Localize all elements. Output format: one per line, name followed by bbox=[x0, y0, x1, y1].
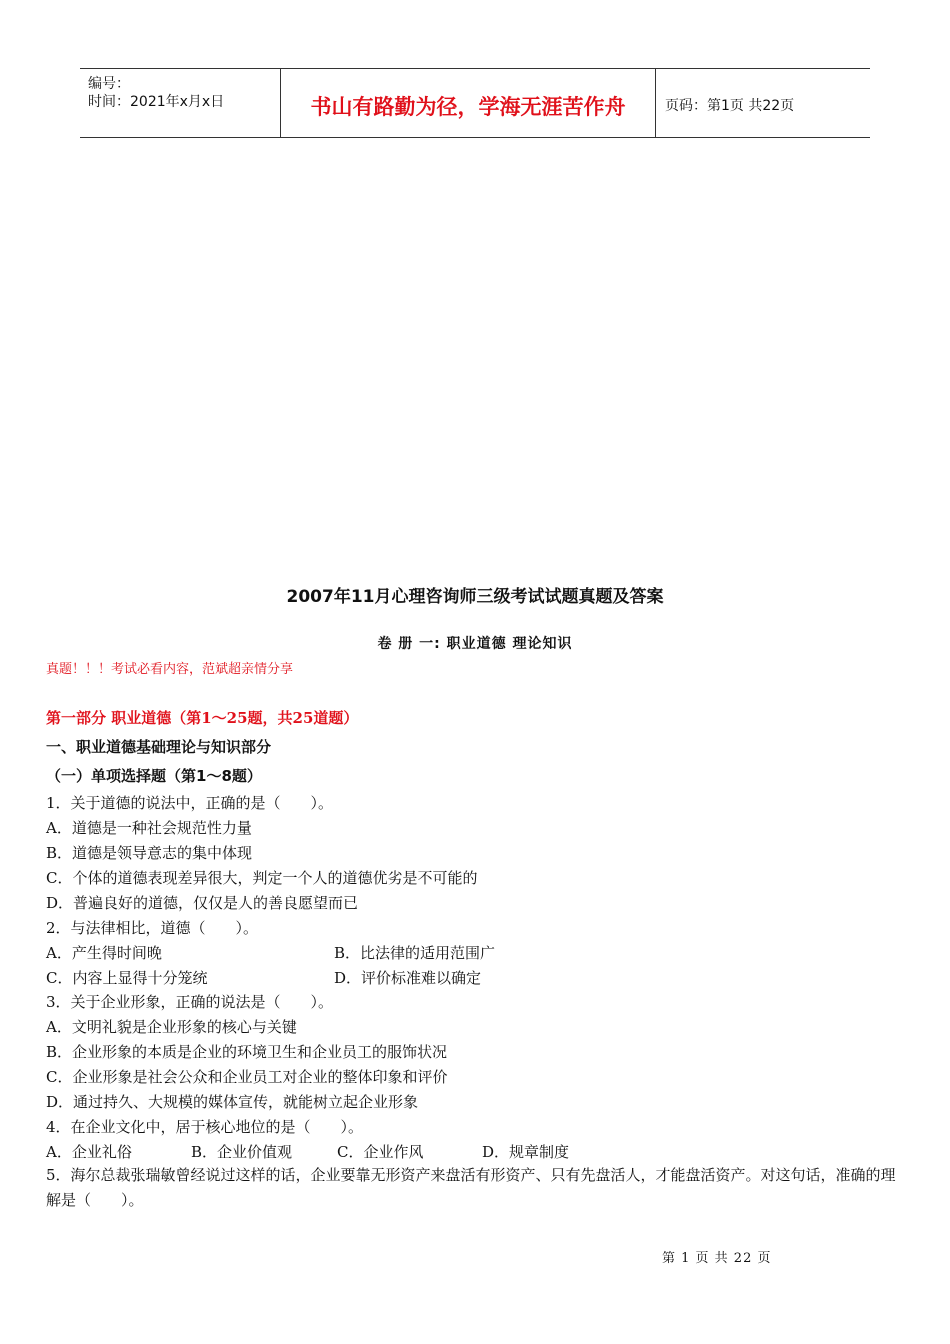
red-note: 真题！！！考试必看内容，范斌超亲情分享 bbox=[46, 662, 294, 677]
question-1-option-c: C．个体的道德表现差异很大，判定一个人的道德优劣是不可能的 bbox=[46, 869, 478, 887]
question-4-stem: 4．在企业文化中，居于核心地位的是（ ）。 bbox=[46, 1118, 364, 1136]
question-3-option-b: B．企业形象的本质是企业的环境卫生和企业员工的服饰状况 bbox=[46, 1043, 448, 1061]
volume-subtitle: 卷 册 一: 职业道德 理论知识 bbox=[377, 636, 573, 652]
question-1-option-a: A．道德是一种社会规范性力量 bbox=[46, 819, 252, 837]
question-2-option-d: D．评价标准难以确定 bbox=[334, 969, 482, 987]
question-3-option-d: D．通过持久、大规模的媒体宣传，就能树立起企业形象 bbox=[46, 1093, 419, 1111]
question-3-stem: 3．关于企业形象，正确的说法是（ ）。 bbox=[46, 993, 334, 1011]
header-right-cell bbox=[655, 69, 870, 137]
question-3-option-a: A．文明礼貌是企业形象的核心与关键 bbox=[46, 1018, 297, 1036]
header-left-cell bbox=[80, 69, 280, 137]
subsection-heading: （一）单项选择题（第1～8题） bbox=[46, 767, 262, 785]
document-header bbox=[80, 68, 870, 138]
question-2-option-a: A．产生得时间晚 bbox=[46, 944, 162, 962]
section-heading: 一、职业道德基础理论与知识部分 bbox=[46, 738, 272, 756]
question-2-stem: 2．与法律相比，道德（ ）。 bbox=[46, 919, 259, 937]
question-4-option-c: C．企业作风 bbox=[337, 1143, 424, 1161]
question-1-stem: 1．关于道德的说法中，正确的是（ ）。 bbox=[46, 794, 334, 812]
question-5-stem: 5．海尔总裁张瑞敏曾经说过这样的话，企业要靠无形资产来盘活有形资产、只有先盘活人，才能盘活资产。对这句话，准确的理解是（ ）。 bbox=[46, 1166, 896, 1209]
page-footer: 第 1 页 共 22 页 bbox=[662, 1251, 772, 1266]
header-slogan-cell bbox=[280, 69, 656, 137]
time-label: 时间：2021年x月x日 bbox=[88, 94, 225, 110]
question-4-option-b: B．企业价值观 bbox=[191, 1143, 293, 1161]
question-2-option-b: B．比法律的适用范围广 bbox=[334, 944, 496, 962]
question-4-option-d: D．规章制度 bbox=[482, 1143, 570, 1161]
question-2-option-c: C．内容上显得十分笼统 bbox=[46, 969, 208, 987]
question-4-option-a: A．企业礼俗 bbox=[46, 1143, 132, 1161]
question-1-option-b: B．道德是领导意志的集中体现 bbox=[46, 844, 253, 862]
page-title: 2007年11月心理咨询师三级考试试题真题及答案 bbox=[286, 587, 664, 607]
part-heading: 第一部分 职业道德（第1～25题，共25道题） bbox=[46, 709, 359, 727]
question-1-option-d: D．普遍良好的道德，仅仅是人的善良愿望而已 bbox=[46, 894, 359, 912]
slogan: 书山有路勤为径，学海无涯苦作舟 bbox=[310, 95, 626, 119]
page-info: 页码：第1页 共22页 bbox=[665, 98, 795, 114]
question-3-option-c: C．企业形象是社会公众和企业员工对企业的整体印象和评价 bbox=[46, 1068, 448, 1086]
number-label: 编号： bbox=[88, 76, 130, 92]
